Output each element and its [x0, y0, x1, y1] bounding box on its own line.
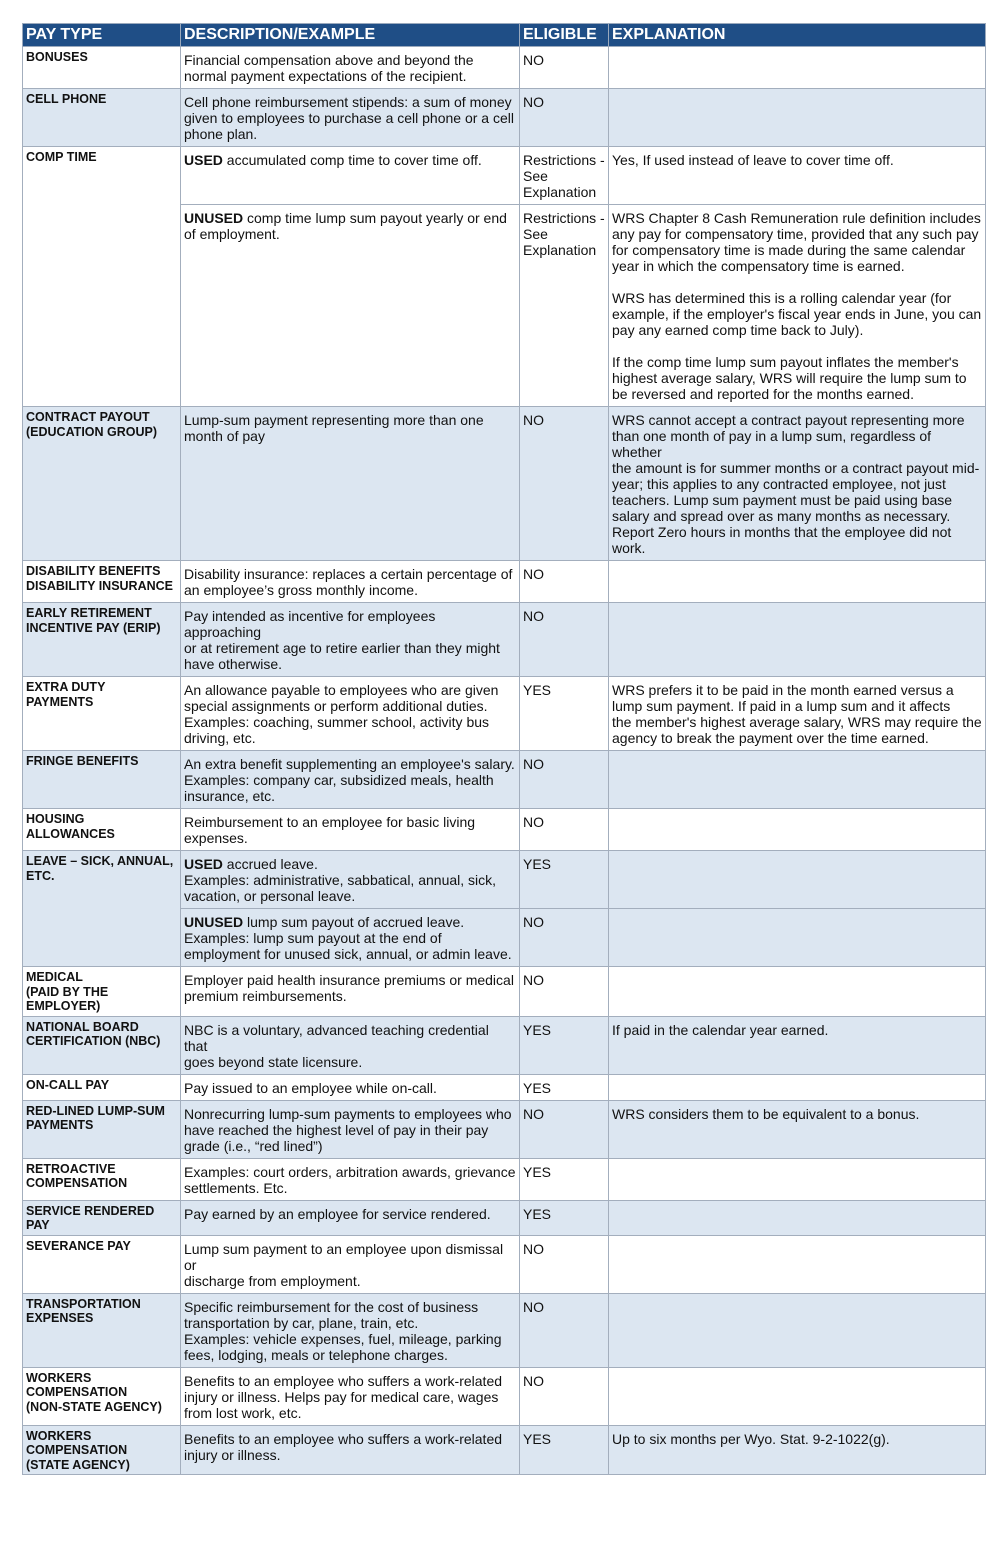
eligible-cell — [520, 1293, 609, 1367]
explanation-text: Yes, If used instead of leave to cover time off. — [612, 152, 894, 168]
eligible-value: NO — [523, 756, 544, 772]
explanation-cell — [609, 677, 986, 751]
eligible-cell — [520, 603, 609, 677]
table-row — [23, 561, 986, 603]
explanation-text: WRS cannot accept a contract payout representing more than one month of pay in a lump sum, regardless of whether the amount is for summer months or a contract payout mid- year; this applies to any contracted employee, not just teachers. Lump sum payment must be paid using base salary and spread over as many months as necessary. Report Zero hours in months that the employee did not work. — [612, 412, 980, 556]
eligible-cell — [520, 1074, 609, 1100]
explanation-paragraph: If the comp time lump sum payout inflates the member's highest average salary, WRS will require the lump sum to be reversed and reported for the months earned. — [612, 354, 967, 402]
description-cell — [181, 1425, 520, 1475]
pay-type-cell — [23, 47, 181, 89]
description-text: comp time lump sum payout yearly or end of employment. — [184, 210, 507, 242]
description-text: lump sum payout of accrued leave. Examples: lump sum payout at the end of employment for unused sick, annual, or admin leave. — [184, 914, 512, 962]
table-row — [23, 147, 986, 205]
description-text: accumulated comp time to cover time off. — [222, 152, 482, 168]
description-cell — [181, 89, 520, 147]
eligible-value: YES — [523, 1430, 552, 1447]
eligible-cell — [520, 851, 609, 909]
eligible-value: NO — [523, 1105, 544, 1122]
pay-type-label: SERVICE RENDERED PAY — [26, 1203, 155, 1232]
pay-type-label: TRANSPORTATION EXPENSES — [26, 1296, 141, 1325]
pay-type-label: RED-LINED LUMP-SUM PAYMENTS — [26, 1103, 165, 1132]
table-row — [23, 1293, 986, 1367]
explanation-cell — [609, 851, 986, 909]
explanation-cell — [609, 1200, 986, 1235]
pay-type-label: FRINGE BENEFITS — [26, 754, 139, 768]
pay-type-cell — [23, 1293, 181, 1367]
pay-type-label: ON-CALL PAY — [26, 1077, 110, 1092]
eligible-value: YES — [523, 1079, 552, 1096]
description-cell — [181, 1158, 520, 1200]
table-row — [23, 89, 986, 147]
explanation-cell — [609, 967, 986, 1017]
pay-type-label: EARLY RETIREMENT INCENTIVE PAY (ERIP) — [26, 606, 161, 635]
eligible-value: Restrictions - See Explanation — [523, 152, 605, 200]
eligible-cell — [520, 809, 609, 851]
pay-type-cell — [23, 147, 181, 407]
description-cell — [181, 967, 520, 1017]
pay-type-cell — [23, 407, 181, 561]
description-text: Employer paid health insurance premiums or medical premium reimbursements. — [184, 972, 514, 1004]
pay-type-label: WORKERS COMPENSATION (STATE AGENCY) — [26, 1428, 130, 1472]
pay-type-cell — [23, 603, 181, 677]
pay-type-label: CELL PHONE — [26, 92, 107, 106]
pay-type-label: LEAVE – SICK, ANNUAL, ETC. — [26, 854, 174, 883]
table-row — [23, 1235, 986, 1293]
table-row — [23, 851, 986, 909]
description-text: accrued leave. Examples: administrative, sabbatical, annual, sick, vacation, or personal leave. — [184, 856, 497, 904]
explanation-cell — [609, 603, 986, 677]
explanation-cell — [609, 1074, 986, 1100]
pay-type-cell — [23, 967, 181, 1017]
explanation-paragraph: WRS has determined this is a rolling calendar year (for example, if the employer's fiscal year ends in June, you can pay any earned comp time back to July). — [612, 290, 982, 338]
description-text: Nonrecurring lump-sum payments to employees who have reached the highest level of pay in their pay grade (i.e., “red lined”) — [184, 1105, 512, 1154]
description-text: Examples: court orders, arbitration awards, grievance settlements. Etc. — [184, 1163, 516, 1196]
eligible-value: YES — [523, 1021, 552, 1038]
description-cell — [181, 561, 520, 603]
explanation-cell — [609, 89, 986, 147]
pay-type-cell — [23, 1235, 181, 1293]
description-cell — [181, 47, 520, 89]
pay-type-cell — [23, 1016, 181, 1074]
explanation-cell — [609, 1235, 986, 1293]
pay-type-cell — [23, 1425, 181, 1475]
description-cell — [181, 205, 520, 407]
eligible-cell — [520, 205, 609, 407]
eligible-value: NO — [523, 94, 544, 110]
table-row — [23, 1074, 986, 1100]
eligible-cell — [520, 1425, 609, 1475]
eligible-value: NO — [523, 566, 544, 582]
explanation-paragraph: WRS Chapter 8 Cash Remuneration rule definition includes any pay for compensatory time, provided that any such pay for compensatory time is made during the same calendar year in which the compensatory time is earned. — [612, 210, 981, 274]
pay-type-cell — [23, 851, 181, 967]
description-text: Cell phone reimbursement stipends: a sum of money given to employees to purchase a cell phone or a cell phone plan. — [184, 94, 514, 142]
description-cell — [181, 1235, 520, 1293]
pay-type-label: CONTRACT PAYOUT (EDUCATION GROUP) — [26, 410, 158, 439]
eligible-cell — [520, 751, 609, 809]
pay-type-label: NATIONAL BOARD CERTIFICATION (NBC) — [26, 1019, 161, 1048]
eligible-cell — [520, 407, 609, 561]
header-description: DESCRIPTION/EXAMPLE — [181, 24, 520, 47]
pay-type-cell — [23, 1074, 181, 1100]
explanation-text: Up to six months per Wyo. Stat. 9-2-1022(g). — [612, 1430, 890, 1447]
description-cell — [181, 1367, 520, 1425]
description-keyword: USED — [184, 856, 223, 872]
explanation-text: WRS prefers it to be paid in the month earned versus a lump sum payment. If paid in a lump sum and it affects the member's highest average salary, WRS may require the agency to break the payment over the time earned. — [612, 682, 982, 746]
eligible-cell — [520, 677, 609, 751]
description-cell — [181, 147, 520, 205]
explanation-cell — [609, 147, 986, 205]
explanation-cell — [609, 1367, 986, 1425]
description-cell — [181, 909, 520, 967]
header-eligible: ELIGIBLE — [520, 24, 609, 47]
eligible-cell — [520, 147, 609, 205]
description-text: Financial compensation above and beyond the normal payment expectations of the recipient. — [184, 52, 474, 84]
description-text: Lump sum payment to an employee upon dismissal or discharge from employment. — [184, 1240, 504, 1289]
eligible-value: YES — [523, 856, 552, 872]
eligible-cell — [520, 1367, 609, 1425]
description-text: Benefits to an employee who suffers a work-related injury or illness. Helps pay for medical care, wages from lost work, etc. — [184, 1372, 503, 1421]
pay-type-label: DISABILITY BENEFITS DISABILITY INSURANCE — [26, 564, 174, 593]
description-text: An extra benefit supplementing an employee's salary. Examples: company car, subsidized meals, health insurance, etc. — [184, 756, 515, 804]
pay-type-cell — [23, 809, 181, 851]
description-text: Disability insurance: replaces a certain percentage of an employee’s gross monthly income. — [184, 566, 513, 598]
pay-type-cell — [23, 89, 181, 147]
table-row — [23, 1200, 986, 1235]
description-text: Specific reimbursement for the cost of business transportation by car, plane, train, etc. Examples: vehicle expenses, fuel, mileage, parking fees, lodging, meals or telephone charges. — [184, 1298, 502, 1363]
eligible-cell — [520, 1158, 609, 1200]
table-row — [23, 751, 986, 809]
explanation-cell — [609, 751, 986, 809]
eligible-cell — [520, 1016, 609, 1074]
table-row — [23, 603, 986, 677]
eligible-value: NO — [523, 1298, 544, 1315]
eligible-value: YES — [523, 1205, 552, 1222]
explanation-cell — [609, 205, 986, 407]
header-explanation: EXPLANATION — [609, 24, 986, 47]
description-cell — [181, 1200, 520, 1235]
explanation-cell — [609, 1425, 986, 1475]
description-cell — [181, 1074, 520, 1100]
description-text: An allowance payable to employees who are given special assignments or perform additional duties. Examples: coaching, summer school, activity bus driving, etc. — [184, 682, 499, 746]
explanation-cell — [609, 909, 986, 967]
table-row — [23, 809, 986, 851]
eligible-cell — [520, 561, 609, 603]
pay-type-label: MEDICAL (PAID BY THE EMPLOYER) — [26, 970, 109, 1013]
table-row — [23, 1367, 986, 1425]
explanation-cell — [609, 1158, 986, 1200]
eligible-value: NO — [523, 1240, 544, 1257]
pay-type-cell — [23, 1200, 181, 1235]
header-row — [23, 24, 986, 47]
pay-type-cell — [23, 1367, 181, 1425]
eligible-value: NO — [523, 412, 544, 428]
description-cell — [181, 1100, 520, 1158]
description-keyword: UNUSED — [184, 914, 244, 930]
pay-type-label: EXTRA DUTY PAYMENTS — [26, 680, 106, 709]
eligible-value: NO — [523, 814, 544, 830]
eligible-value: NO — [523, 52, 544, 68]
explanation-cell — [609, 809, 986, 851]
table-row — [23, 47, 986, 89]
description-cell — [181, 603, 520, 677]
explanation-cell — [609, 561, 986, 603]
description-text: Lump-sum payment representing more than one month of pay — [184, 412, 484, 444]
eligible-value: YES — [523, 1163, 552, 1180]
description-text: Benefits to an employee who suffers a work-related injury or illness. — [184, 1430, 503, 1463]
description-cell — [181, 677, 520, 751]
pay-type-cell — [23, 561, 181, 603]
table-row — [23, 1425, 986, 1475]
description-cell — [181, 851, 520, 909]
eligible-cell — [520, 1235, 609, 1293]
pay-type-label: RETROACTIVE COMPENSATION — [26, 1161, 128, 1190]
table-row — [23, 677, 986, 751]
eligible-value: NO — [523, 972, 544, 988]
pay-type-label: WORKERS COMPENSATION (NON-STATE AGENCY) — [26, 1370, 162, 1414]
eligible-cell — [520, 967, 609, 1017]
description-text: Reimbursement to an employee for basic living expenses. — [184, 814, 476, 846]
pay-type-cell — [23, 677, 181, 751]
eligible-cell — [520, 47, 609, 89]
description-cell — [181, 751, 520, 809]
explanation-cell — [609, 1100, 986, 1158]
explanation-cell — [609, 1016, 986, 1074]
description-keyword: USED — [184, 152, 223, 168]
eligible-cell — [520, 1200, 609, 1235]
pay-type-cell — [23, 751, 181, 809]
table-row — [23, 1100, 986, 1158]
eligible-cell — [520, 1100, 609, 1158]
eligible-cell — [520, 909, 609, 967]
explanation-cell — [609, 407, 986, 561]
pay-type-table — [22, 23, 986, 1475]
description-cell — [181, 407, 520, 561]
pay-type-label: SEVERANCE PAY — [26, 1238, 131, 1253]
pay-type-label: BONUSES — [26, 50, 88, 64]
eligible-value: Restrictions - See Explanation — [523, 210, 605, 258]
table-row — [23, 967, 986, 1017]
eligible-value: NO — [523, 914, 544, 930]
description-text: Pay earned by an employee for service rendered. — [184, 1205, 491, 1222]
explanation-cell — [609, 47, 986, 89]
description-text: NBC is a voluntary, advanced teaching credential that goes beyond state licensure. — [184, 1021, 489, 1070]
table-row — [23, 1158, 986, 1200]
description-keyword: UNUSED — [184, 210, 244, 226]
pay-type-label: COMP TIME — [26, 150, 97, 164]
description-text: Pay issued to an employee while on-call. — [184, 1079, 437, 1096]
description-cell — [181, 1293, 520, 1367]
description-cell — [181, 1016, 520, 1074]
eligible-value: YES — [523, 682, 552, 698]
header-pay-type: PAY TYPE — [23, 24, 181, 47]
eligible-cell — [520, 89, 609, 147]
pay-type-cell — [23, 1158, 181, 1200]
explanation-text: If paid in the calendar year earned. — [612, 1021, 829, 1038]
explanation-text: WRS considers them to be equivalent to a bonus. — [612, 1105, 920, 1122]
pay-type-label: HOUSING ALLOWANCES — [26, 812, 115, 841]
table-row — [23, 1016, 986, 1074]
explanation-cell — [609, 1293, 986, 1367]
eligible-value: NO — [523, 1372, 544, 1389]
table-row — [23, 407, 986, 561]
description-text: Pay intended as incentive for employees approaching or at retirement age to retire earlier than they might have otherwise. — [184, 608, 500, 672]
eligible-value: NO — [523, 608, 544, 624]
description-cell — [181, 809, 520, 851]
pay-type-cell — [23, 1100, 181, 1158]
